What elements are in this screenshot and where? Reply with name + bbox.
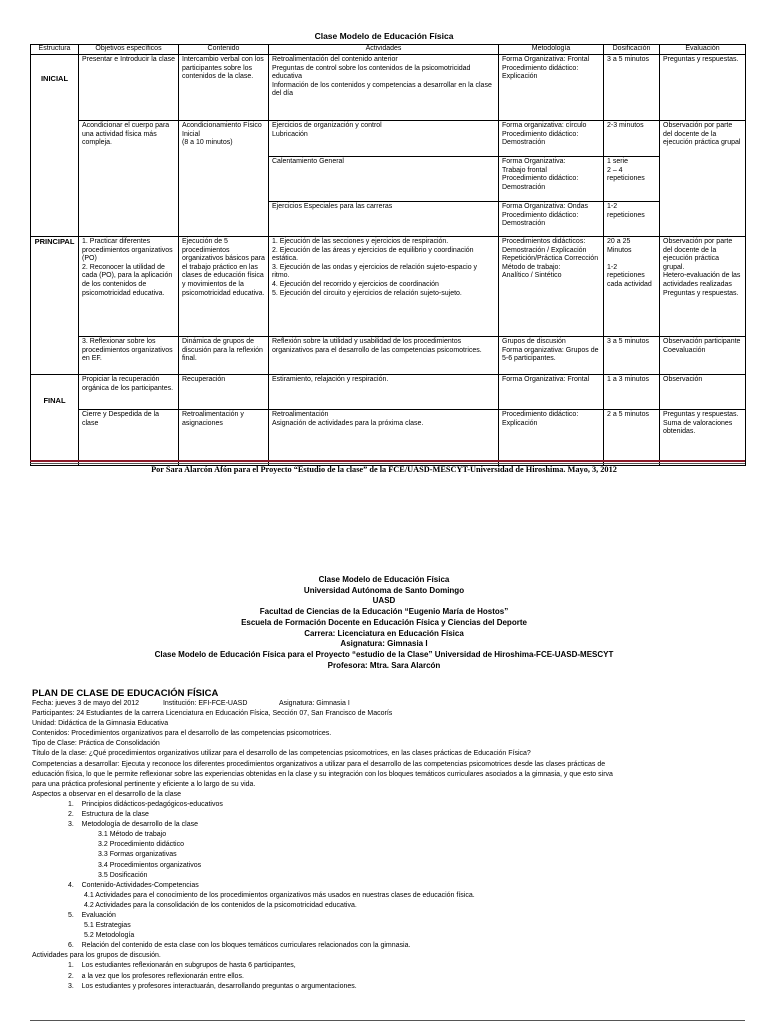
list-item: 3.2 Procedimiento didáctico	[98, 841, 185, 849]
header-actividades: Actividades	[269, 45, 499, 55]
list-item: 5.1 Estrategias	[84, 922, 131, 930]
table-cell: 3 a 5 minutos	[604, 337, 660, 375]
credit-line: Por Sara Alarcón Afón para el Proyecto “Estudio de la clase” de la FCE/UASD-MESCYT-Universidad de Hiroshima. Mayo, 3, 2012	[151, 465, 617, 474]
plan-tipo: Tipo de Clase: Práctica de Consolidación	[32, 740, 160, 748]
plan-aspectos: Aspectos a observar en el desarrollo de la clase	[32, 790, 182, 798]
table-cell: Observación	[660, 375, 746, 410]
plan-competencias: educación física, lo que le permite reflexionar sobre las experiencias obtenidas en la clase y su integración con los bloques temáticos curriculares asociados a la gimnasia, y que esto sirva	[32, 770, 613, 778]
plan-institucion: Institución: EFI-FCE-UASD	[162, 700, 248, 707]
header-line: Asignatura: Gimnasia I	[340, 639, 428, 649]
plan-contenidos: Contenidos: Procedimientos organizativos para el desarrollo de las competencias psicomotrices.	[32, 730, 332, 738]
table-cell: Estiramiento, relajación y respiración.	[269, 375, 499, 410]
list-item: 5. Evaluación	[68, 911, 116, 919]
header-line: Facultad de Ciencias de la Educación “Eugenio María de Hostos”	[259, 607, 509, 617]
plan-title: PLAN DE CLASE DE EDUCACIÓN FÍSICA	[32, 688, 219, 699]
table-cell: Presentar e Introducir la clase	[79, 55, 179, 121]
table-cell: 1. Ejecución de las secciones y ejercicios de respiración. 2. Ejecución de las áreas y ejercicios de equilibrio y coordinación estática. 3. Ejecución de las ondas y ejercicios de relación sujeto-espacio y ritmo. 4. Ejecución del recorrido y ejercicios de coordinación 5. Ejecución del circuito y ejercicios de relación sujeto-sujeto.	[269, 237, 499, 337]
table-cell: Recuperación	[179, 375, 269, 410]
header-line: Clase Modelo de Educación Física	[318, 575, 450, 584]
actividades-list	[32, 961, 747, 991]
table-cell: 2 a 5 minutos	[604, 410, 660, 466]
table-cell: Intercambio verbal con los participantes sobre los contenidos de la clase.	[179, 55, 269, 121]
table-cell: Forma Organizativa: Frontal Procedimiento didáctico: Explicación	[499, 55, 604, 121]
table-cell: Ejercicios Especiales para las carreras	[269, 202, 499, 237]
table-cell: 1 serie 2 – 4 repeticiones	[604, 157, 660, 202]
divider-rule	[30, 460, 745, 462]
table-cell: Calentamiento General	[269, 157, 499, 202]
table-cell: Observación por parte del docente de la ejecución práctica grupal. Hetero-evaluación de las actividades realizadas Preguntas y respuestas.	[660, 237, 746, 337]
list-item: 4.1 Actividades para el conocimiento de los procedimientos organizativos más usados en nuestras clases de educación física.	[84, 891, 475, 899]
table-cell: 1. Practicar diferentes procedimientos organizativos (PO) 2. Reconocer la utilidad de cada (PO), para la aplicación de los contenidos de psicomotricidad educativa.	[79, 237, 179, 337]
header-line: Profesora: Mtra. Sara Alarcón	[327, 660, 441, 670]
header-evaluacion: Evaluación	[660, 45, 746, 55]
table-cell: Preguntas y respuestas. Suma de valoraciones obtenidas.	[660, 410, 746, 466]
plan-titulo: Título de la clase: ¿Qué procedimientos organizativos utilizar para el desarrollo de las competencias psicomotrices, en las clases prácticas de Educación Física?	[32, 750, 531, 758]
table-header-row	[31, 45, 746, 55]
table-cell: Acondicionamiento Físico Inicial (8 a 10 minutos)	[179, 121, 269, 237]
header-line: Escuela de Formación Docente en Educación Física y Ciencias del Deporte	[241, 617, 527, 627]
header-dosificacion: Dosificación	[604, 45, 660, 55]
header-line: Clase Modelo de Educación Física para el Proyecto “estudio de la Clase” Universidad de Hiroshima-FCE-UASD-MESCYT	[154, 649, 614, 659]
list-item: 3. Metodología de desarrollo de la clase	[68, 821, 198, 829]
list-item: 6. Relación del contenido de esta clase con los bloques temáticos curriculares relacionados con la gimnasia.	[68, 942, 411, 950]
plan-competencias: para una práctica profesional pertinente y eficiente a lo largo de su vida.	[32, 780, 256, 788]
stage-cell: PRINCIPAL	[31, 237, 79, 375]
header-line: Universidad Autónoma de Santo Domingo	[303, 585, 465, 595]
list-item: 4.2 Actividades para la consolidación de los contenidos de la psicomotricidad educativa.	[84, 901, 357, 909]
table-cell: Acondicionar el cuerpo para una actividad física más compleja.	[79, 121, 179, 237]
header-line: UASD	[372, 596, 396, 606]
lesson-plan	[32, 688, 747, 992]
aspectos-list	[32, 800, 747, 951]
plan-participantes: Participantes: 24 Estudiantes de la carrera Licenciatura en Educación Física, Sección 07, San Francisco de Macorís	[32, 710, 393, 718]
plan-fecha: Fecha: jueves 3 de mayo del 2012	[32, 700, 140, 707]
table-cell: Cierre y Despedida de la clase	[79, 410, 179, 466]
stage-cell: INICIAL	[31, 55, 79, 237]
table-cell: Retroalimentación del contenido anterior Preguntas de control sobre los contenidos de la psicomotricidad educativa Información de los contenidos y competencias a desarrollar en la clase del día	[269, 55, 499, 121]
list-item: 1. Principios didácticos-pedagógicos-educativos	[68, 800, 223, 808]
table-cell: Forma Organizativa: Ondas Procedimiento didáctico: Demostración	[499, 202, 604, 237]
header-metodologia: Metodología	[499, 45, 604, 55]
list-item: 3.5 Dosificación	[98, 871, 148, 879]
table-cell: 2-3 minutos	[604, 121, 660, 157]
list-item: 3.3 Formas organizativas	[98, 851, 177, 859]
header-contenido: Contenido	[179, 45, 269, 55]
header-line: Carrera: Licenciatura en Educación Física	[304, 628, 464, 638]
header-estructura: Estructura	[31, 45, 79, 55]
list-item: 1. Los estudiantes reflexionarán en subgrupos de hasta 6 participantes,	[68, 962, 296, 970]
stage-cell: FINAL	[31, 375, 79, 466]
list-item: 5.2 Metodología	[84, 932, 135, 940]
divider-rule	[30, 1020, 745, 1021]
table-cell: Procedimientos didácticos: Demostración / Explicación Repetición/Práctica Corrección Método de trabajo: Analítico / Sintético	[499, 237, 604, 337]
table-cell: 3. Reflexionar sobre los procedimientos organizativos en EF.	[79, 337, 179, 375]
table-cell: Grupos de discusión Forma organizativa: Grupos de 5-6 participantes.	[499, 337, 604, 375]
table-cell: 20 a 25 Minutos 1-2 repeticiones cada actividad	[604, 237, 660, 337]
list-item: 3. Los estudiantes y profesores interactuarán, desarrollando preguntas o argumentaciones.	[68, 982, 357, 990]
table-cell: Ejercicios de organización y control Lubricación	[269, 121, 499, 157]
table-cell: Procedimiento didáctico: Explicación	[499, 410, 604, 466]
divider-rule	[30, 463, 745, 464]
list-item: 2. a la vez que los profesores reflexionarán entre ellos.	[68, 972, 244, 980]
table-cell: Ejecución de 5 procedimientos organizativos básicos para el trabajo práctico en las clases de educación física y movimientos de la psicomotricidad educativa.	[179, 237, 269, 337]
table-cell: Observación por parte del docente de la ejecución práctica grupal	[660, 121, 746, 237]
table-cell: Retroalimentación Asignación de actividades para la próxima clase.	[269, 410, 499, 466]
table-cell: 3 a 5 minutos	[604, 55, 660, 121]
table-cell: Forma Organizativa: Frontal	[499, 375, 604, 410]
list-item: 3.1 Método de trabajo	[98, 831, 167, 839]
document-header	[0, 575, 768, 671]
plan-meta-row	[32, 699, 747, 709]
table-cell: Retroalimentación y asignaciones	[179, 410, 269, 466]
plan-unidad: Unidad: Didáctica de la Gimnasia Educativa	[32, 720, 169, 728]
table-row	[31, 337, 746, 375]
plan-competencias: Competencias a desarrollar: Ejecuta y reconoce los diferentes procedimientos organizativos a utilizar para el desarrollo de las competencias psicomotrices desde las clases prácticas de	[32, 760, 606, 768]
page-title: Clase Modelo de Educación Física	[314, 31, 454, 41]
plan-actividades: Actividades para los grupos de discusión.	[32, 952, 161, 960]
lesson-table	[30, 44, 746, 466]
table-cell: Propiciar la recuperación orgánica de los participantes.	[79, 375, 179, 410]
list-item: 2. Estructura de la clase	[68, 811, 149, 819]
table-row	[31, 121, 746, 157]
table-cell: 1 a 3 minutos	[604, 375, 660, 410]
table-cell: Dinámica de grupos de discusión para la reflexión final.	[179, 337, 269, 375]
list-item: 3.4 Procedimientos organizativos	[98, 861, 202, 869]
table-cell: 1-2 repeticiones	[604, 202, 660, 237]
table-row	[31, 237, 746, 337]
list-item: 4. Contenido-Actividades-Competencias	[68, 881, 199, 889]
table-cell: Forma organizativa: círculo Procedimiento didáctico: Demostración	[499, 121, 604, 157]
table-row	[31, 375, 746, 410]
table-row	[31, 55, 746, 121]
plan-asignatura: Asignatura: Gimnasia I	[278, 700, 350, 707]
table-row	[31, 410, 746, 466]
header-objetivos: Objetivos específicos	[79, 45, 179, 55]
table-cell: Observación participante Coevaluación	[660, 337, 746, 375]
table-cell: Forma Organizativa: Trabajo frontal Procedimiento didáctico: Demostración	[499, 157, 604, 202]
table-cell: Reflexión sobre la utilidad y usabilidad de los procedimientos organizativos para el desarrollo de las competencias psicomotrices.	[269, 337, 499, 375]
table-cell: Preguntas y respuestas.	[660, 55, 746, 121]
